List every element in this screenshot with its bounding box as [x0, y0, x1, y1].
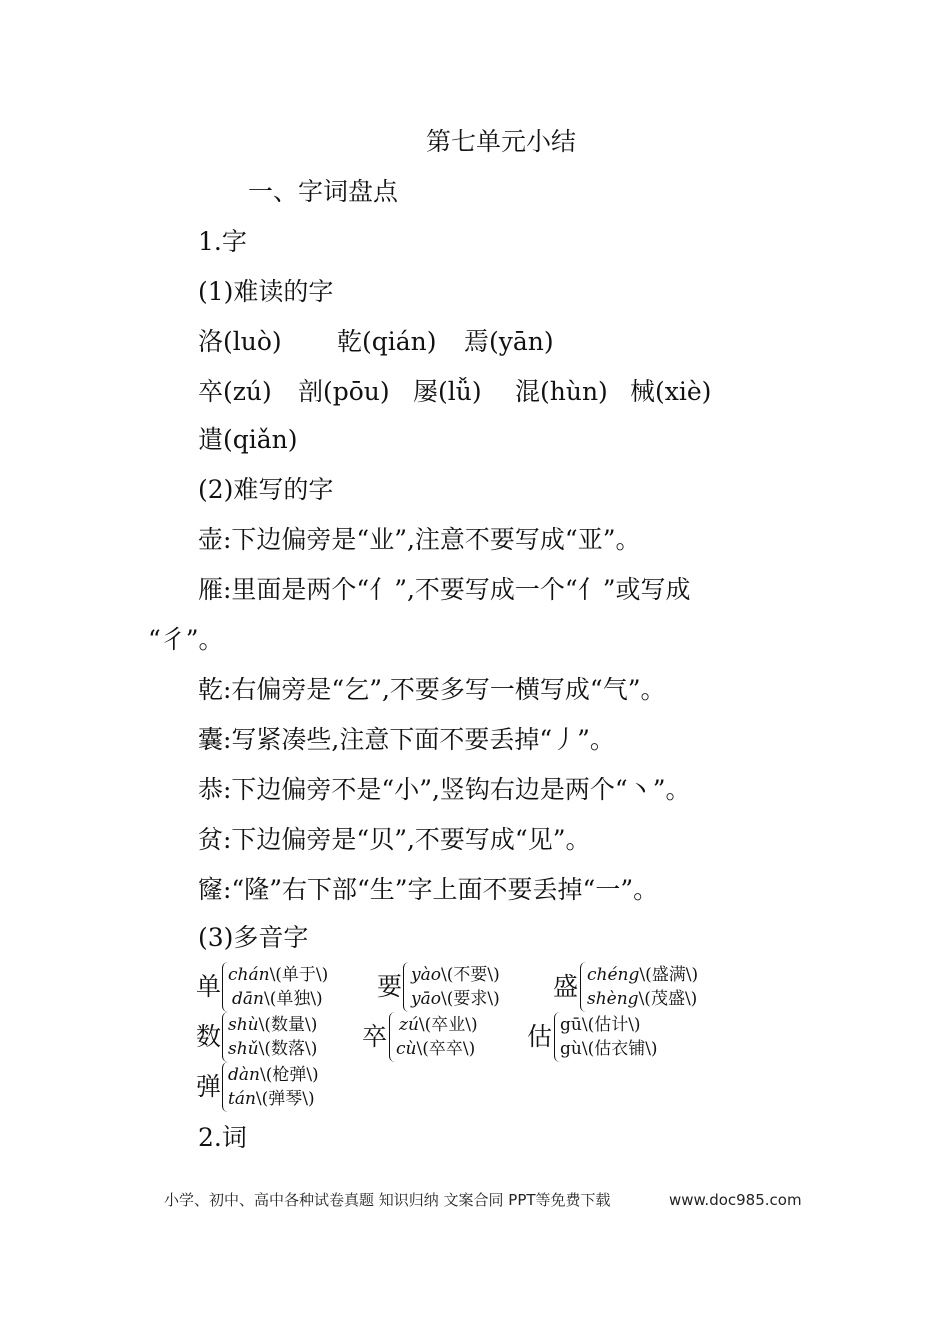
brace [403, 962, 410, 1012]
polyphonic-char: 要 [377, 972, 403, 1001]
pronunciation-item: 遣(qiǎn) [198, 425, 298, 454]
pronunciation-item: 械(xiè) [630, 377, 712, 406]
reading: cù\(卒卒\) [396, 1039, 476, 1059]
writing-note: 雁:里面是两个“亻”,不要写成一个“亻”或写成 [198, 575, 691, 604]
writing-note: 壶:下边偏旁是“业”,注意不要写成“亚”。 [198, 525, 641, 554]
difficult-write-heading: (2)难写的字 [198, 475, 334, 504]
section-heading: 一、字词盘点 [248, 177, 399, 206]
pronunciation-item: 屡(lǚ) [413, 377, 482, 406]
pronunciation-item: 剖(pōu) [298, 377, 390, 406]
brace [580, 962, 587, 1012]
reading: tán\(弹琴\) [228, 1089, 315, 1109]
pronunciation-item: 乾(qián) [337, 327, 437, 356]
writing-note: 恭:下边偏旁不是“小”,竖钩右边是两个“丶”。 [198, 775, 691, 804]
reading: shǔ\(数落\) [228, 1039, 318, 1059]
pronunciation-row-1 [198, 326, 554, 358]
reading: yào\(不要\) [411, 965, 500, 985]
reading: zú\(卒业\) [399, 1015, 478, 1035]
brace [389, 1012, 396, 1062]
polyphonic-char: 估 [527, 1022, 553, 1051]
polyphonic-heading: (3)多音字 [198, 923, 309, 952]
reading: chán\(单于\) [228, 965, 329, 985]
writing-note-continuation: “彳”。 [148, 625, 224, 654]
writing-note: 窿:“隆”右下部“生”字上面不要丢掉“一”。 [198, 875, 659, 904]
reading: yāo\(要求\) [411, 989, 500, 1009]
pronunciation-item: 焉(yān) [464, 327, 554, 356]
polyphonic-char: 弹 [196, 1072, 222, 1101]
pronunciation-row-3 [198, 424, 298, 456]
writing-note: 贫:下边偏旁是“贝”,不要写成“见”。 [198, 825, 591, 854]
pronunciation-item: 卒(zú) [198, 377, 272, 406]
footer-website-link[interactable]: www.doc985.com [669, 1191, 802, 1209]
reading: chéng\(盛满\) [587, 965, 699, 985]
pronunciation-item: 洛(luò) [198, 327, 282, 356]
polyphonic-char: 盛 [553, 972, 579, 1001]
reading: shèng\(茂盛\) [587, 989, 698, 1009]
polyphonic-char: 数 [196, 1022, 222, 1051]
page-title: 第七单元小结 [425, 127, 576, 156]
subsection-heading-ci: 2.词 [198, 1123, 247, 1152]
pronunciation-item: 混(hùn) [515, 377, 608, 406]
subsection-heading-zi: 1.字 [198, 227, 247, 256]
writing-note: 乾:右偏旁是“乞”,不要多写一横写成“气”。 [198, 675, 666, 704]
polyphonic-char: 卒 [362, 1022, 388, 1051]
pronunciation-row-2 [198, 376, 798, 408]
reading: gù\(估衣铺\) [560, 1039, 658, 1059]
reading: gū\(估计\) [560, 1015, 641, 1035]
footer-text: 小学、初中、高中各种试卷真题 知识归纳 文案合同 PPT等免费下载 [164, 1191, 611, 1209]
reading: dān\(单独\) [232, 989, 323, 1009]
polyphonic-char: 单 [196, 972, 222, 1001]
reading: shù\(数量\) [228, 1015, 318, 1035]
reading: dàn\(枪弹\) [228, 1065, 319, 1085]
difficult-read-heading: (1)难读的字 [198, 277, 334, 306]
writing-note: 囊:写紧凑些,注意下面不要丢掉“丿”。 [198, 725, 615, 754]
